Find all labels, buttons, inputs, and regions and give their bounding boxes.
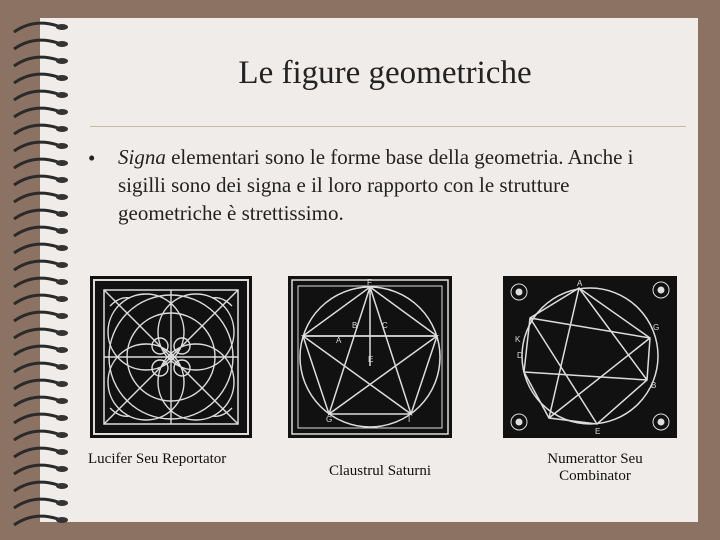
combinator-label-d: D	[517, 351, 523, 360]
spiral-ring	[14, 295, 58, 304]
spiral-hole	[56, 415, 68, 421]
spiral-hole	[56, 483, 68, 489]
spiral-hole	[56, 432, 68, 438]
saturni-diagram	[288, 276, 452, 438]
saturni-label-i: I	[408, 415, 411, 424]
slide-title: Le figure geometriche	[238, 55, 532, 91]
spiral-ring	[14, 516, 58, 525]
bullet-italic-word: Signa	[118, 145, 166, 169]
spiral-ring	[14, 482, 58, 491]
bullet-body: elementari sono le forme base della geometria. Anche i sigilli sono dei signa e il loro rapporto con le strutture geometriche è strettissimo.	[118, 145, 634, 225]
spiral-ring	[14, 397, 58, 406]
bullet-marker: •	[88, 146, 96, 170]
spiral-ring	[14, 278, 58, 287]
spiral-ring	[14, 329, 58, 338]
spiral-hole	[56, 398, 68, 404]
spiral-ring	[14, 431, 58, 440]
spiral-ring	[14, 244, 58, 253]
spiral-ring	[14, 414, 58, 423]
spiral-hole	[56, 194, 68, 200]
spiral-ring	[14, 57, 58, 66]
spiral-hole	[56, 500, 68, 506]
spiral-ring	[14, 465, 58, 474]
spiral-hole	[56, 228, 68, 234]
spiral-hole	[56, 517, 68, 523]
spiral-ring	[14, 108, 58, 117]
spiral-ring	[14, 125, 58, 134]
spiral-ring	[14, 159, 58, 168]
spiral-hole	[56, 279, 68, 285]
spiral-hole	[56, 381, 68, 387]
combinator-label-g: G	[653, 323, 660, 332]
spiral-hole	[56, 143, 68, 149]
slide-paper	[40, 18, 698, 522]
caption-combinator: Numerattor Seu Combinator	[547, 451, 643, 484]
spiral-hole	[56, 330, 68, 336]
spiral-hole	[56, 347, 68, 353]
combinator-label-e: E	[595, 427, 601, 436]
spiral-hole	[56, 262, 68, 268]
saturni-label-f: F	[367, 278, 372, 287]
spiral-hole	[56, 296, 68, 302]
spiral-ring	[14, 210, 58, 219]
spiral-hole	[56, 41, 68, 47]
spiral-hole	[56, 24, 68, 30]
figure-combinator	[503, 276, 677, 438]
spiral-hole	[56, 245, 68, 251]
spiral-hole	[56, 449, 68, 455]
saturni-label-a: A	[336, 336, 342, 345]
spiral-hole	[56, 313, 68, 319]
saturni-label-g: G	[326, 415, 333, 424]
spiral-ring	[14, 91, 58, 100]
bullet-text	[118, 143, 678, 227]
combinator-label-a: A	[577, 279, 583, 288]
spiral-ring	[14, 142, 58, 151]
spiral-hole	[56, 58, 68, 64]
combinator-diagram	[503, 276, 677, 438]
caption-saturni: Claustrul Saturni	[328, 463, 432, 479]
spiral-ring	[14, 499, 58, 508]
figure-lucifer	[90, 276, 252, 438]
spiral-hole	[56, 466, 68, 472]
spiral-ring	[14, 346, 58, 355]
spiral-ring	[14, 40, 58, 49]
spiral-ring	[14, 23, 58, 32]
lucifer-diagram	[90, 276, 252, 438]
spiral-ring	[14, 193, 58, 202]
title-divider	[90, 126, 686, 127]
spiral-hole	[56, 177, 68, 183]
spiral-hole	[56, 126, 68, 132]
spiral-hole	[56, 75, 68, 81]
spiral-ring	[14, 261, 58, 270]
spiral-ring	[14, 380, 58, 389]
spiral-binding	[0, 0, 90, 540]
spiral-hole	[56, 364, 68, 370]
spiral-ring	[14, 74, 58, 83]
spiral-hole	[56, 160, 68, 166]
spiral-hole	[56, 92, 68, 98]
caption-lucifer: Lucifer Seu Reportator	[88, 451, 227, 467]
spiral-ring	[14, 448, 58, 457]
saturni-label-c: C	[382, 321, 388, 330]
spiral-ring	[14, 363, 58, 372]
combinator-label-k: K	[515, 335, 521, 344]
combinator-label-b: B	[651, 381, 657, 390]
spiral-ring	[14, 312, 58, 321]
spiral-hole	[56, 211, 68, 217]
spiral-ring	[14, 227, 58, 236]
spiral-ring	[14, 176, 58, 185]
figure-saturni	[288, 276, 452, 438]
saturni-label-e: E	[368, 355, 374, 364]
spiral-hole	[56, 109, 68, 115]
saturni-label-b: B	[352, 321, 358, 330]
